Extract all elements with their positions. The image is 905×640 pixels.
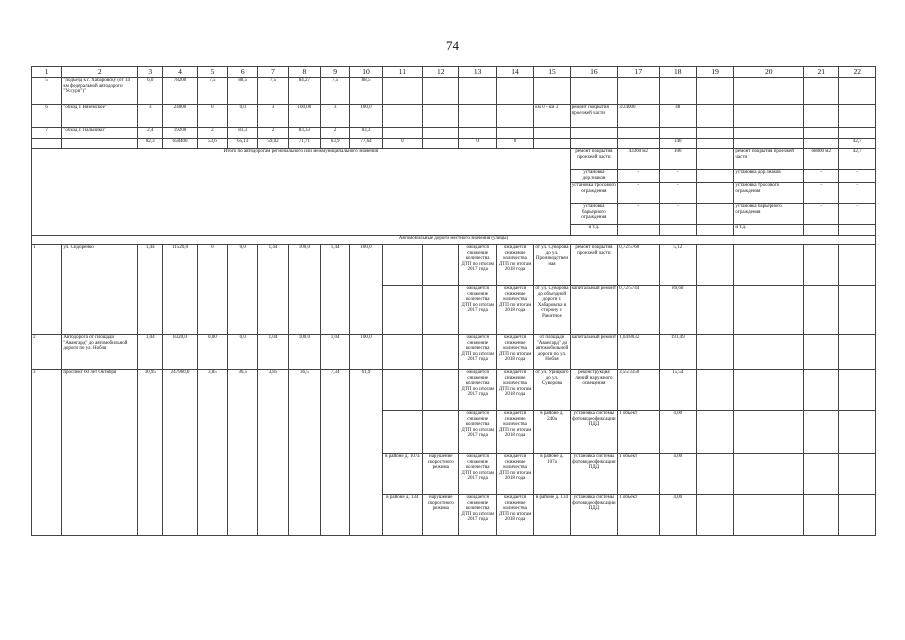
volume-cell: - bbox=[804, 183, 839, 204]
work-type-cell: установка дор.знаков bbox=[734, 170, 804, 183]
issue-location-cell: в районе д. 107а bbox=[382, 454, 422, 495]
value-cell: 1,44 bbox=[321, 245, 350, 335]
column-number: 11 bbox=[382, 67, 422, 78]
total-cell: 77,64 bbox=[350, 139, 382, 149]
road-name: "обход г. Вяземское" bbox=[62, 105, 138, 128]
issue-location-cell: в районе д. 134 bbox=[382, 495, 422, 536]
row-number: 7 bbox=[32, 128, 62, 139]
road-works-table bbox=[31, 66, 876, 536]
work-type-cell: установка дор.знаков bbox=[570, 170, 618, 183]
expected-effect-2018: ожидается снижение количества ДТП по итогам 2018 года bbox=[496, 411, 533, 454]
volume-cell: 68800 м2 bbox=[804, 149, 839, 170]
empty-cell bbox=[804, 245, 839, 286]
expected-effect-2018: ожидается снижение количества ДТП по итогам 2018 года bbox=[496, 245, 533, 286]
empty-cell bbox=[32, 139, 62, 149]
issue-location-cell bbox=[382, 335, 422, 370]
empty-cell bbox=[839, 286, 876, 335]
expected-effect-2017: ожидается снижение количества ДТП по итогам 2017 года bbox=[459, 245, 496, 286]
expected-effect-2018: ожидается снижение количества ДТП по итогам 2018 года bbox=[496, 454, 533, 495]
value-cell: 30,95 bbox=[138, 370, 163, 536]
expected-effect-2017: ожидается снижение количества ДТП по итогам 2017 года bbox=[459, 335, 496, 370]
value-cell: 0 bbox=[197, 245, 227, 335]
value-cell: 7,5 bbox=[321, 78, 350, 105]
value-cell: 1,44 bbox=[138, 245, 163, 335]
empty-cell bbox=[496, 105, 533, 128]
cost-cell bbox=[839, 225, 876, 236]
empty-cell bbox=[696, 225, 733, 236]
cost-cell: 42,7 bbox=[839, 149, 876, 170]
column-number: 6 bbox=[228, 67, 258, 78]
work-type-cell: установка системы фотовидеофиксации ПДД bbox=[570, 411, 618, 454]
column-number: 5 bbox=[197, 67, 227, 78]
value-cell: 2 bbox=[197, 128, 227, 139]
cost-cell bbox=[659, 78, 696, 105]
cost-cell: 4,00 bbox=[659, 495, 696, 536]
issue-location-cell bbox=[382, 370, 422, 411]
value-cell: 0,0 bbox=[228, 245, 258, 335]
empty-cell bbox=[839, 335, 876, 370]
empty-cell bbox=[804, 454, 839, 495]
value-cell: 36,5 bbox=[228, 370, 258, 536]
value-cell: 1,04 bbox=[138, 335, 163, 370]
empty-cell bbox=[696, 411, 733, 454]
column-number: 8 bbox=[288, 67, 320, 78]
location-cell: в районе д. 240а bbox=[534, 411, 570, 454]
cost-cell: 48 bbox=[659, 105, 696, 128]
work-type-cell: ремонт покрытия проезжей части bbox=[734, 149, 804, 170]
value-cell: 1,44 bbox=[258, 245, 288, 335]
volume-cell: 0,72/5744 bbox=[618, 286, 659, 335]
empty-cell bbox=[618, 139, 659, 149]
cost-cell: - bbox=[659, 170, 696, 183]
expected-effect-2018: ожидается снижение количества ДТП по итогам 2018 года bbox=[496, 370, 533, 411]
value-cell: 19200 bbox=[163, 128, 197, 139]
column-number: 13 bbox=[459, 67, 496, 78]
total-cell: 0 bbox=[496, 139, 533, 149]
row-number: 6 bbox=[32, 105, 62, 128]
cost-cell: - bbox=[839, 204, 876, 225]
empty-cell bbox=[696, 170, 733, 183]
table-row bbox=[32, 370, 876, 411]
empty-cell bbox=[804, 335, 839, 370]
empty-cell bbox=[804, 78, 839, 105]
volume-cell: - bbox=[618, 204, 659, 225]
empty-cell bbox=[839, 411, 876, 454]
issue-type-cell bbox=[423, 286, 459, 335]
value-cell: 100,0 bbox=[350, 105, 382, 128]
work-type-cell bbox=[570, 128, 618, 139]
column-number: 22 bbox=[839, 67, 876, 78]
column-number: 16 bbox=[570, 67, 618, 78]
cost-cell: 4,00 bbox=[659, 411, 696, 454]
cost-cell: 89,60 bbox=[659, 286, 696, 335]
cost-cell: 191,49 bbox=[659, 335, 696, 370]
row-number: 1 bbox=[32, 245, 62, 335]
empty-cell bbox=[804, 495, 839, 536]
value-cell: 7,34 bbox=[321, 370, 350, 536]
value-cell: 247960,0 bbox=[163, 370, 197, 536]
row-number: 2 bbox=[32, 335, 62, 370]
column-number: 14 bbox=[496, 67, 533, 78]
volume-cell: 0,72/5760 bbox=[618, 245, 659, 286]
value-cell: 24000 bbox=[163, 105, 197, 128]
section-title: Автомобильные дороги местного значения (улицы) bbox=[32, 236, 876, 245]
value-cell: 7,5 bbox=[197, 78, 227, 105]
empty-cell bbox=[839, 105, 876, 128]
total-cell: 0 bbox=[382, 139, 422, 149]
value-cell: 3 bbox=[138, 105, 163, 128]
value-cell: 100,0 bbox=[350, 335, 382, 370]
value-cell: 3 bbox=[258, 105, 288, 128]
total-cell: 53,6 bbox=[197, 139, 227, 149]
value-cell: 78200 bbox=[163, 78, 197, 105]
table-row bbox=[32, 335, 876, 370]
empty-cell bbox=[839, 495, 876, 536]
empty-cell bbox=[804, 128, 839, 139]
empty-cell bbox=[804, 370, 839, 411]
empty-cell bbox=[696, 286, 733, 335]
empty-cell bbox=[459, 78, 496, 105]
table-row bbox=[32, 78, 876, 105]
value-cell: 2 bbox=[321, 128, 350, 139]
issue-type-cell bbox=[423, 245, 459, 286]
cost-cell: - bbox=[659, 204, 696, 225]
empty-cell bbox=[696, 139, 733, 149]
cost-cell bbox=[659, 225, 696, 236]
expected-effect-2018: ожидается снижение количества ДТП по итогам 2018 года bbox=[496, 495, 533, 536]
expected-effect-2018: ожидается снижение количества ДТП по итогам 2018 года bbox=[496, 286, 533, 335]
empty-cell bbox=[570, 139, 618, 149]
column-number: 15 bbox=[534, 67, 570, 78]
column-number: 12 bbox=[423, 67, 459, 78]
row-number: 3 bbox=[32, 370, 62, 536]
empty-cell bbox=[734, 139, 804, 149]
empty-cell bbox=[423, 139, 459, 149]
work-type-cell: ремонт покрытия проезжей части bbox=[570, 245, 618, 286]
value-cell: 1,04 bbox=[258, 335, 288, 370]
road-name: "подъезд к г. Хабаровску (от 14 км федеральной автодороги "Уссури")" bbox=[62, 78, 138, 105]
empty-cell bbox=[496, 128, 533, 139]
work-type-cell: установка системы фотовидеофиксации ПДД bbox=[570, 495, 618, 536]
value-cell: 7,5 bbox=[258, 78, 288, 105]
value-cell: 0,0 bbox=[228, 335, 258, 370]
issue-location-cell bbox=[382, 245, 422, 286]
work-type-cell: ремонт покрытия проезжей части bbox=[570, 149, 618, 170]
value-cell: 83,33 bbox=[288, 128, 320, 139]
table-row bbox=[32, 245, 876, 286]
empty-cell bbox=[734, 78, 804, 105]
column-number: 1 bbox=[32, 67, 62, 78]
location-cell: от ул. Суворова до объездной дороги г. Хабаровска в сторону г. Ракитное bbox=[534, 286, 570, 335]
volume-cell: - bbox=[804, 170, 839, 183]
empty-cell bbox=[734, 286, 804, 335]
volume-cell: 1 объект bbox=[618, 411, 659, 454]
empty-cell bbox=[734, 370, 804, 411]
column-number: 20 bbox=[734, 67, 804, 78]
empty-cell bbox=[696, 495, 733, 536]
work-type-cell: реконструкция линий наружного освещения bbox=[570, 370, 618, 411]
regional-summary-label: Итого по автодорогам регионального или межмуниципального значения bbox=[32, 149, 571, 236]
value-cell: 8320,0 bbox=[163, 335, 197, 370]
cost-cell: 15,54 bbox=[659, 370, 696, 411]
empty-cell bbox=[696, 454, 733, 495]
empty-cell bbox=[696, 245, 733, 286]
column-number: 3 bbox=[138, 67, 163, 78]
value-cell: 6,0 bbox=[138, 78, 163, 105]
volume-cell bbox=[618, 128, 659, 139]
value-cell: 0,00 bbox=[197, 335, 227, 370]
empty-cell bbox=[696, 335, 733, 370]
value-cell: 3 bbox=[321, 105, 350, 128]
issue-type-cell bbox=[423, 411, 459, 454]
column-number: 17 bbox=[618, 67, 659, 78]
expected-effect-2017: ожидается снижение количества ДТП по итогам 2017 года bbox=[459, 411, 496, 454]
table-row bbox=[32, 105, 876, 128]
empty-cell bbox=[696, 105, 733, 128]
value-cell: 36,5 bbox=[288, 370, 320, 536]
empty-cell bbox=[734, 335, 804, 370]
cost-cell: - bbox=[839, 170, 876, 183]
issue-type-cell: нарушение скоростного режима bbox=[423, 454, 459, 495]
empty-cell bbox=[696, 128, 733, 139]
issue-type-cell bbox=[423, 370, 459, 411]
empty-cell bbox=[696, 183, 733, 204]
empty-cell bbox=[734, 454, 804, 495]
volume-cell: 3,55/3350 bbox=[618, 370, 659, 411]
column-number: 19 bbox=[696, 67, 733, 78]
cost-cell: - bbox=[659, 183, 696, 204]
empty-cell bbox=[696, 204, 733, 225]
work-type-cell: установка барьерного ограждения bbox=[734, 204, 804, 225]
location-cell: в районе д. 107а bbox=[534, 454, 570, 495]
value-cell: 84,27 bbox=[288, 78, 320, 105]
empty-cell bbox=[423, 78, 459, 105]
empty-cell bbox=[804, 286, 839, 335]
empty-cell bbox=[804, 105, 839, 128]
empty-cell bbox=[62, 139, 138, 149]
road-name: Автодорога от площади "Авангард" до автомобильной дороги по ул. Нобля bbox=[62, 335, 138, 370]
work-type-cell: установка системы фотовидеофиксации ПДД bbox=[570, 454, 618, 495]
value-cell: 88,5 bbox=[228, 78, 258, 105]
work-type-cell: ремонт покрытия проезжей части bbox=[570, 105, 618, 128]
totals-row bbox=[32, 139, 876, 149]
column-number: 2 bbox=[62, 67, 138, 78]
regional-summary-row bbox=[32, 149, 876, 170]
volume-cell: - bbox=[618, 170, 659, 183]
section-row bbox=[32, 236, 876, 245]
work-type-cell: капитальный ремонт bbox=[570, 335, 618, 370]
row-number: 5 bbox=[32, 78, 62, 105]
volume-cell: 1 объект bbox=[618, 454, 659, 495]
total-cell: 658400 bbox=[163, 139, 197, 149]
column-number: 18 bbox=[659, 67, 696, 78]
value-cell: 0 bbox=[197, 105, 227, 128]
road-name: ул. Сидоренко bbox=[62, 245, 138, 335]
empty-cell bbox=[534, 139, 570, 149]
value-cell: 11520,0 bbox=[163, 245, 197, 335]
empty-cell bbox=[839, 370, 876, 411]
road-name: проспект 60 лет Октября bbox=[62, 370, 138, 536]
cost-cell bbox=[659, 128, 696, 139]
volume-cell: 1 объект bbox=[618, 495, 659, 536]
location-cell: от ул. Урицкого до ул. Суворова bbox=[534, 370, 570, 411]
value-cell: 100,0 bbox=[288, 245, 320, 335]
empty-cell bbox=[839, 454, 876, 495]
value-cell: 100,00 bbox=[288, 105, 320, 128]
total-cell: 63,9 bbox=[321, 139, 350, 149]
location-cell: от ул. Суворова до ул. Производственная bbox=[534, 245, 570, 286]
empty-cell bbox=[734, 105, 804, 128]
volume-cell bbox=[618, 225, 659, 236]
location-cell: в районе д. 134 bbox=[534, 495, 570, 536]
empty-cell bbox=[839, 245, 876, 286]
location-cell: км 0 - км 3 bbox=[534, 105, 570, 128]
volume-cell: 1,04/8032 bbox=[618, 335, 659, 370]
value-cell: 100,0 bbox=[350, 245, 382, 335]
work-type-cell: установка тросового ограждения bbox=[570, 183, 618, 204]
total-cell: 42,7 bbox=[839, 139, 876, 149]
volume-cell: 43360 м2 bbox=[618, 149, 659, 170]
column-number: 21 bbox=[804, 67, 839, 78]
volume-cell: - bbox=[804, 204, 839, 225]
empty-cell bbox=[696, 78, 733, 105]
cost-cell: 100 bbox=[659, 149, 696, 170]
empty-cell bbox=[423, 128, 459, 139]
value-cell: 3,85 bbox=[258, 370, 288, 536]
column-number-row bbox=[32, 67, 876, 78]
total-cell: 0 bbox=[459, 139, 496, 149]
column-number: 7 bbox=[258, 67, 288, 78]
empty-cell bbox=[734, 245, 804, 286]
value-cell: 83,3 bbox=[228, 128, 258, 139]
volume-cell bbox=[618, 78, 659, 105]
value-cell: 2,4 bbox=[138, 128, 163, 139]
volume-cell: - bbox=[618, 183, 659, 204]
empty-cell bbox=[696, 149, 733, 170]
empty-cell bbox=[734, 411, 804, 454]
table-row bbox=[32, 128, 876, 139]
expected-effect-2017: ожидается снижение количества ДТП по итогам 2017 года bbox=[459, 370, 496, 411]
empty-cell bbox=[382, 78, 422, 105]
empty-cell bbox=[734, 128, 804, 139]
expected-effect-2017: ожидается снижение количества ДТП по итогам 2017 года bbox=[459, 286, 496, 335]
issue-location-cell bbox=[382, 411, 422, 454]
work-type-cell: капитальный ремонт bbox=[570, 286, 618, 335]
empty-cell bbox=[839, 128, 876, 139]
empty-cell bbox=[696, 370, 733, 411]
column-number: 9 bbox=[321, 67, 350, 78]
empty-cell bbox=[459, 105, 496, 128]
cost-cell: - bbox=[839, 183, 876, 204]
work-type-cell bbox=[570, 78, 618, 105]
value-cell: 0,0 bbox=[228, 105, 258, 128]
value-cell: 3,85 bbox=[197, 370, 227, 536]
issue-type-cell: нарушение скоростного режима bbox=[423, 495, 459, 536]
empty-cell bbox=[382, 128, 422, 139]
location-cell bbox=[534, 128, 570, 139]
expected-effect-2017: ожидается снижение количества ДТП по итогам 2017 года bbox=[459, 454, 496, 495]
value-cell: 100,0 bbox=[288, 335, 320, 370]
total-cell: 82,3 bbox=[138, 139, 163, 149]
column-number: 4 bbox=[163, 67, 197, 78]
page-number: 74 bbox=[446, 38, 459, 53]
empty-cell bbox=[423, 105, 459, 128]
value-cell: 83,3 bbox=[350, 128, 382, 139]
total-cell: 59,02 bbox=[258, 139, 288, 149]
value-cell: 88,5 bbox=[350, 78, 382, 105]
value-cell: 61,9 bbox=[350, 370, 382, 536]
location-cell: от площади "Авангард" до автомобильной дороги по ул. Нобля bbox=[534, 335, 570, 370]
total-cell: 140 bbox=[659, 139, 696, 149]
volume-cell: 3/24000 bbox=[618, 105, 659, 128]
empty-cell bbox=[382, 105, 422, 128]
value-cell: 2 bbox=[258, 128, 288, 139]
empty-cell bbox=[804, 411, 839, 454]
total-cell: 71,71 bbox=[288, 139, 320, 149]
empty-cell bbox=[459, 128, 496, 139]
work-type-cell: и т.д. bbox=[570, 225, 618, 236]
value-cell: 1,04 bbox=[321, 335, 350, 370]
issue-type-cell bbox=[423, 335, 459, 370]
cost-cell: 4,00 bbox=[659, 454, 696, 495]
cost-cell: 5,12 bbox=[659, 245, 696, 286]
issue-location-cell bbox=[382, 286, 422, 335]
work-type-cell: и т.д. bbox=[734, 225, 804, 236]
total-cell: 65,13 bbox=[228, 139, 258, 149]
column-number: 10 bbox=[350, 67, 382, 78]
road-name: "обход г. Пальники" bbox=[62, 128, 138, 139]
empty-cell bbox=[496, 78, 533, 105]
expected-effect-2017: ожидается снижение количества ДТП по итогам 2017 года bbox=[459, 495, 496, 536]
location-cell bbox=[534, 78, 570, 105]
work-type-cell: установка барьерного ограждения bbox=[570, 204, 618, 225]
empty-cell bbox=[839, 78, 876, 105]
expected-effect-2018: ожидается снижение количества ДТП по итогам 2018 года bbox=[496, 335, 533, 370]
empty-cell bbox=[804, 139, 839, 149]
work-type-cell: установка тросового ограждения bbox=[734, 183, 804, 204]
volume-cell bbox=[804, 225, 839, 236]
empty-cell bbox=[734, 495, 804, 536]
